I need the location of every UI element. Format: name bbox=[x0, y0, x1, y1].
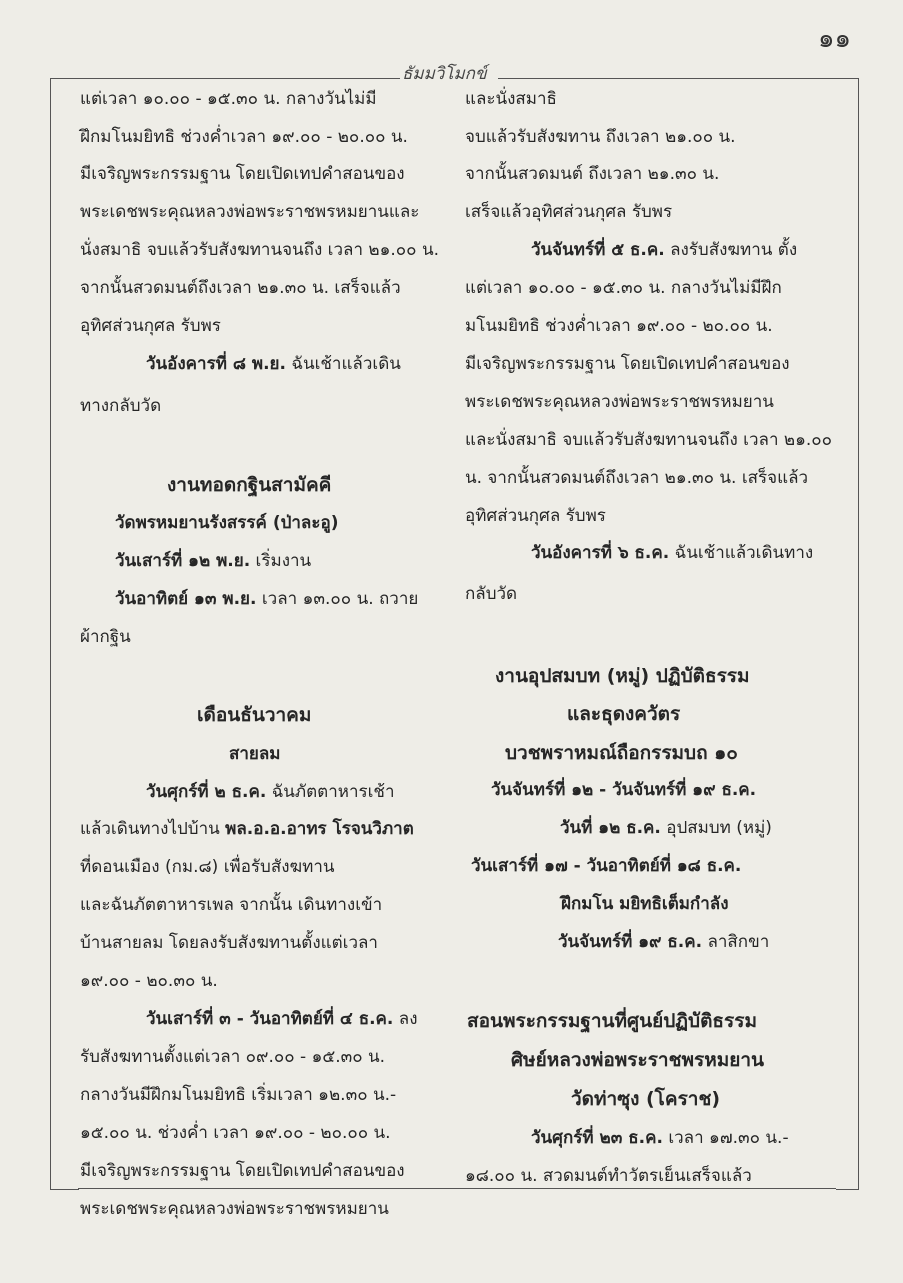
event-text: ฉันเช้าแล้วเดินทาง bbox=[669, 543, 814, 563]
event-date: วันเสาร์ที่ ๓ - วันอาทิตย์ที่ ๔ ธ.ค. bbox=[146, 1009, 394, 1029]
event-date: วันอังคารที่ ๖ ธ.ค. bbox=[531, 543, 670, 563]
event-text: ฉันภัตตาหารเช้า bbox=[266, 782, 395, 802]
text-line: จบแล้วรับสังฆทาน ถึงเวลา ๒๑.๐๐ น. bbox=[465, 127, 736, 147]
event-text: อุปสมบท (หมู่) bbox=[660, 818, 772, 838]
running-header: ธัมมวิโมกข์ bbox=[402, 64, 487, 84]
text-line: ที่ดอนเมือง (กม.๘) เพื่อรับสังฆทาน bbox=[80, 857, 335, 877]
text-line: จากนั้นสวดมนต์ถึงเวลา ๒๑.๓๐ น. เสร็จแล้ว bbox=[80, 278, 401, 298]
text-line: ๑๕.๐๐ น. ช่วงค่ำ เวลา ๑๙.๐๐ - ๒๐.๐๐ น. bbox=[80, 1123, 391, 1143]
text-line: ผ้ากฐิน bbox=[80, 627, 131, 647]
text-line: แต่เวลา ๑๐.๐๐ - ๑๕.๓๐ น. กลางวันไม่มีฝึก bbox=[465, 278, 782, 298]
text-line: พระเดชพระคุณหลวงพ่อพระราชพรหมยาน bbox=[465, 392, 774, 412]
text-line: มโนมยิทธิ ช่วงค่ำเวลา ๑๙.๐๐ - ๒๐.๐๐ น. bbox=[465, 316, 773, 336]
text-line: รับสังฆทานตั้งแต่เวลา ๐๙.๐๐ - ๑๕.๓๐ น. bbox=[80, 1047, 386, 1067]
event-line bbox=[146, 352, 401, 376]
page-number: ๑๑ bbox=[818, 24, 852, 54]
event-line bbox=[560, 816, 772, 840]
event-date: วันเสาร์ที่ ๑๒ พ.ย. bbox=[115, 551, 251, 571]
person-name: พล.อ.อ.อาทร โรจนวิภาต bbox=[225, 819, 414, 839]
event-line bbox=[146, 1007, 418, 1031]
text-line: และนั่งสมาธิ bbox=[465, 89, 557, 109]
ordination-subheading: บวชพราหมณ์ถือกรรมบถ ๑๐ bbox=[505, 742, 738, 764]
event-date: วันศุกร์ที่ ๒๓ ธ.ค. bbox=[531, 1128, 663, 1148]
text-line: เสร็จแล้วอุทิศส่วนกุศล รับพร bbox=[465, 202, 673, 222]
event-line bbox=[558, 930, 769, 954]
text-line: ฝึกมโนมยิทธิ ช่วงค่ำเวลา ๑๙.๐๐ - ๒๐.๐๐ น. bbox=[80, 127, 408, 147]
event-line bbox=[531, 1126, 789, 1150]
ordination-heading: งานอุปสมบท (หมู่) ปฏิบัติธรรม bbox=[495, 665, 750, 687]
teaching-subheading: วัดท่าซุง (โคราช) bbox=[571, 1088, 721, 1110]
text-line: อุทิศส่วนกุศล รับพร bbox=[80, 316, 221, 336]
event-text: ลาสิกขา bbox=[702, 932, 770, 952]
event-date: วันที่ ๑๒ ธ.ค. bbox=[560, 818, 661, 838]
event-date: วันจันทร์ที่ ๑๙ ธ.ค. bbox=[558, 932, 703, 952]
text-line: นั่งสมาธิ จบแล้วรับสังฆทานจนถึง เวลา ๒๑.๐๐ น. bbox=[80, 240, 439, 260]
kathin-temple: วัดพรหมยานรังสรรค์ (ป่าละอู) bbox=[115, 513, 339, 533]
event-line bbox=[531, 541, 813, 565]
event-line bbox=[80, 817, 414, 841]
event-date: วันจันทร์ที่ ๕ ธ.ค. bbox=[531, 240, 665, 260]
text-line: ทางกลับวัด bbox=[80, 396, 162, 416]
text-line: แต่เวลา ๑๐.๐๐ - ๑๕.๓๐ น. กลางวันไม่มี bbox=[80, 89, 377, 109]
text-line: กลับวัด bbox=[465, 584, 518, 604]
event-text: เวลา ๑๗.๓๐ น.- bbox=[662, 1128, 789, 1148]
event-text: ฝึกมโน มยิทธิเต็มกำลัง bbox=[561, 894, 729, 914]
teaching-heading: สอนพระกรรมฐานที่ศูนย์ปฏิบัติธรรม bbox=[467, 1010, 757, 1032]
event-date: วันอังคารที่ ๘ พ.ย. bbox=[146, 354, 286, 374]
text-line: และฉันภัตตาหารเพล จากนั้น เดินทางเข้า bbox=[80, 895, 383, 915]
event-text: เริ่มงาน bbox=[250, 551, 312, 571]
event-line bbox=[115, 549, 311, 573]
event-date: วันศุกร์ที่ ๒ ธ.ค. bbox=[146, 782, 267, 802]
text-line: จากนั้นสวดมนต์ ถึงเวลา ๒๑.๓๐ น. bbox=[465, 164, 720, 184]
text-line: พระเดชพระคุณหลวงพ่อพระราชพรหมยาน bbox=[80, 1199, 389, 1219]
text-line: มีเจริญพระกรรมฐาน โดยเปิดเทปคำสอนของ bbox=[80, 1161, 405, 1181]
date-range: วันจันทร์ที่ ๑๒ - วันจันทร์ที่ ๑๙ ธ.ค. bbox=[491, 780, 757, 800]
place-heading: สายลม bbox=[229, 744, 281, 764]
event-line bbox=[146, 780, 395, 804]
kathin-heading: งานทอดกฐินสามัคคี bbox=[167, 474, 332, 496]
event-text: ฉันเช้าแล้วเดิน bbox=[285, 354, 401, 374]
text-line: พระเดชพระคุณหลวงพ่อพระราชพรหมยานและ bbox=[80, 202, 420, 222]
text-line: มีเจริญพระกรรมฐาน โดยเปิดเทปคำสอนของ bbox=[465, 354, 790, 374]
frame-left bbox=[50, 78, 79, 1190]
text-line: บ้านสายลม โดยลงรับสังฆทานตั้งแต่เวลา bbox=[80, 933, 378, 953]
text-line: ๑๘.๐๐ น. สวดมนต์ทำวัตรเย็นเสร็จแล้ว bbox=[465, 1166, 752, 1186]
ordination-subheading: และธุดงควัตร bbox=[567, 703, 681, 725]
text-line: กลางวันมีฝึกมโนมยิทธิ เริ่มเวลา ๑๒.๓๐ น.- bbox=[80, 1085, 397, 1105]
frame-right bbox=[836, 78, 859, 1190]
month-heading: เดือนธันวาคม bbox=[197, 704, 312, 726]
header-rule-left bbox=[78, 78, 400, 79]
text-line: ๑๙.๐๐ - ๒๐.๓๐ น. bbox=[80, 971, 218, 991]
event-text: ลงรับสังฆทาน ตั้ง bbox=[664, 240, 798, 260]
event-line bbox=[531, 238, 797, 262]
text-line: อุทิศส่วนกุศล รับพร bbox=[465, 506, 606, 526]
teaching-subheading: ศิษย์หลวงพ่อพระราชพรหมยาน bbox=[511, 1049, 765, 1071]
text-line: มีเจริญพระกรรมฐาน โดยเปิดเทปคำสอนของ bbox=[80, 164, 405, 184]
header-rule-right bbox=[498, 78, 836, 79]
bottom-rule-right bbox=[460, 1188, 836, 1189]
bottom-rule-left bbox=[78, 1188, 460, 1189]
date-range: วันเสาร์ที่ ๑๗ - วันอาทิตย์ที่ ๑๘ ธ.ค. bbox=[471, 856, 742, 876]
event-text: แล้วเดินทางไปบ้าน bbox=[80, 819, 226, 839]
event-text: เวลา ๑๓.๐๐ น. ถวาย bbox=[256, 589, 419, 609]
text-line: น. จากนั้นสวดมนต์ถึงเวลา ๒๑.๓๐ น. เสร็จแล้ว bbox=[465, 468, 809, 488]
event-date: วันอาทิตย์ ๑๓ พ.ย. bbox=[115, 589, 257, 609]
event-line bbox=[115, 587, 418, 611]
event-text: ลง bbox=[393, 1009, 418, 1029]
text-line: และนั่งสมาธิ จบแล้วรับสังฆทานจนถึง เวลา ๒๑.๐๐ bbox=[465, 430, 833, 450]
